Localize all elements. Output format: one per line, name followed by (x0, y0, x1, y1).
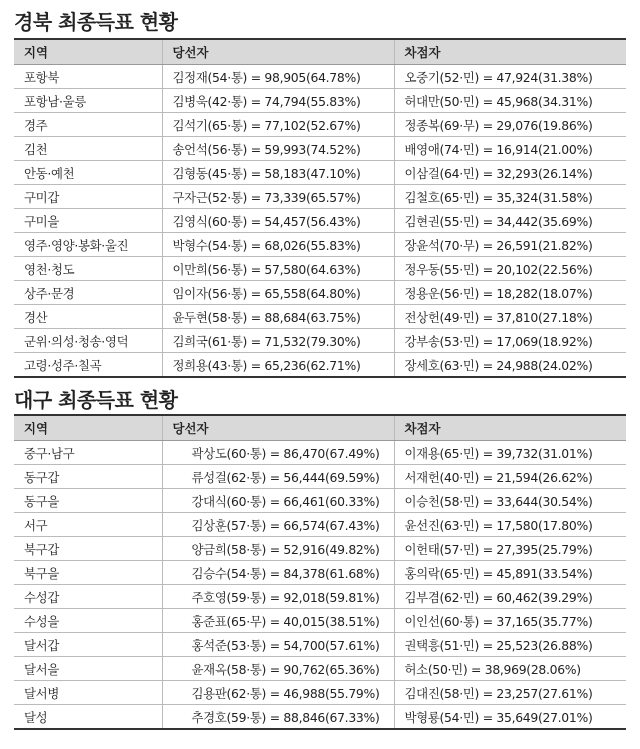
winner-cell: 김희국(61·통) = 71,532(79.30%) (162, 329, 394, 353)
table-header-row (14, 415, 626, 441)
header-runner: 차점자 (394, 39, 626, 65)
winner-cell: 김승수(54·통) = 84,378(61.68%) (162, 561, 394, 585)
winner-cell: 홍준표(65·무) = 40,015(38.51%) (162, 609, 394, 633)
table-row (14, 89, 626, 113)
runner-cell: 정용운(56·민) = 18,282(18.07%) (394, 281, 626, 305)
region-cell: 경산 (14, 305, 162, 329)
winner-cell: 양금희(58·통) = 52,916(49.82%) (162, 537, 394, 561)
winner-cell: 정희용(43·통) = 65,236(62.71%) (162, 353, 394, 378)
winner-cell: 구자근(52·통) = 73,339(65.57%) (162, 185, 394, 209)
table-header-row (14, 39, 626, 65)
winner-cell: 윤두현(58·통) = 88,684(63.75%) (162, 305, 394, 329)
gyeongbuk-results-table (14, 38, 626, 378)
region-cell: 달서병 (14, 681, 162, 705)
runner-cell: 강부송(53·민) = 17,069(18.92%) (394, 329, 626, 353)
winner-cell: 임이자(56·통) = 65,558(64.80%) (162, 281, 394, 305)
runner-cell: 이삼걸(64·민) = 32,293(26.14%) (394, 161, 626, 185)
region-cell: 상주·문경 (14, 281, 162, 305)
table-row (14, 561, 626, 585)
runner-cell: 이인선(60·통) = 37,165(35.77%) (394, 609, 626, 633)
table-row (14, 441, 626, 465)
runner-cell: 장세호(63·민) = 24,988(24.02%) (394, 353, 626, 378)
winner-cell: 김영식(60·통) = 54,457(56.43%) (162, 209, 394, 233)
table-row (14, 609, 626, 633)
runner-cell: 서재헌(40·민) = 21,594(26.62%) (394, 465, 626, 489)
runner-cell: 장윤석(70·무) = 26,591(21.82%) (394, 233, 626, 257)
table-row (14, 233, 626, 257)
runner-cell: 김철호(65·민) = 35,324(31.58%) (394, 185, 626, 209)
region-cell: 북구갑 (14, 537, 162, 561)
region-cell: 동구갑 (14, 465, 162, 489)
region-cell: 김천 (14, 137, 162, 161)
runner-cell: 권택흥(51·민) = 25,523(26.88%) (394, 633, 626, 657)
region-cell: 수성갑 (14, 585, 162, 609)
gyeongbuk-title: 경북 최종득표 현황 (14, 10, 178, 34)
region-cell: 안동·예천 (14, 161, 162, 185)
runner-cell: 이승천(58·민) = 33,644(30.54%) (394, 489, 626, 513)
header-runner: 차점자 (394, 415, 626, 441)
winner-cell: 강대식(60·통) = 66,461(60.33%) (162, 489, 394, 513)
region-cell: 중구·남구 (14, 441, 162, 465)
table-row (14, 465, 626, 489)
table-row (14, 185, 626, 209)
region-cell: 동구을 (14, 489, 162, 513)
table-row (14, 537, 626, 561)
runner-cell: 김대진(58·민) = 23,257(27.61%) (394, 681, 626, 705)
winner-cell: 이만희(56·통) = 57,580(64.63%) (162, 257, 394, 281)
runner-cell: 윤선진(63·민) = 17,580(17.80%) (394, 513, 626, 537)
gyeongbuk-table-body (14, 65, 626, 378)
table-row (14, 353, 626, 378)
winner-cell: 윤재옥(58·통) = 90,762(65.36%) (162, 657, 394, 681)
runner-cell: 정종복(69·무) = 29,076(19.86%) (394, 113, 626, 137)
runner-cell: 정우동(55·민) = 20,102(22.56%) (394, 257, 626, 281)
table-row (14, 257, 626, 281)
winner-cell: 김용판(62·통) = 46,988(55.79%) (162, 681, 394, 705)
winner-cell: 김병욱(42·통) = 74,794(55.83%) (162, 89, 394, 113)
daegu-results-table (14, 414, 626, 730)
region-cell: 구미갑 (14, 185, 162, 209)
region-cell: 포항북 (14, 65, 162, 89)
table-row (14, 329, 626, 353)
region-cell: 고령·성주·칠곡 (24, 357, 102, 373)
table-row (14, 585, 626, 609)
table-row (14, 513, 626, 537)
table-row (14, 305, 626, 329)
runner-cell: 허대만(50·민) = 45,968(34.31%) (394, 89, 626, 113)
runner-cell: 홍의락(65·민) = 45,891(33.54%) (394, 561, 626, 585)
region-cell: 서구 (14, 513, 162, 537)
runner-cell: 배영애(74·민) = 16,914(21.00%) (394, 137, 626, 161)
runner-cell: 전상헌(49·민) = 37,810(27.18%) (394, 305, 626, 329)
runner-cell: 김부겸(62·민) = 60,462(39.29%) (394, 585, 626, 609)
winner-cell: 곽상도(60·통) = 86,470(67.49%) (162, 441, 394, 465)
runner-cell: 이재용(65·민) = 39,732(31.01%) (394, 441, 626, 465)
winner-cell: 송언석(56·통) = 59,993(74.52%) (162, 137, 394, 161)
table-row (14, 489, 626, 513)
region-cell: 영주·영양·봉화·울진 (14, 233, 162, 257)
header-region: 지역 (14, 415, 162, 441)
table-row (14, 657, 626, 681)
daegu-title: 대구 최종득표 현황 (14, 388, 178, 412)
runner-cell: 김현권(55·민) = 34,442(35.69%) (394, 209, 626, 233)
region-cell: 구미을 (14, 209, 162, 233)
runner-cell: 이헌태(57·민) = 27,395(25.79%) (394, 537, 626, 561)
winner-cell: 김상훈(57·통) = 66,574(67.43%) (162, 513, 394, 537)
region-cell: 경주 (14, 113, 162, 137)
region-cell: 달서을 (14, 657, 162, 681)
winner-cell: 김정재(54·통) = 98,905(64.78%) (162, 65, 394, 89)
winner-cell: 김형동(45·통) = 58,183(47.10%) (162, 161, 394, 185)
table-row (14, 681, 626, 705)
region-cell: 달성 (24, 709, 48, 725)
header-winner: 당선자 (162, 415, 394, 441)
region-cell: 영천·청도 (14, 257, 162, 281)
winner-cell: 김석기(65·통) = 77,102(52.67%) (162, 113, 394, 137)
winner-cell: 박형수(54·통) = 68,026(55.83%) (162, 233, 394, 257)
header-winner: 당선자 (162, 39, 394, 65)
runner-cell: 박형룡(54·민) = 35,649(27.01%) (394, 705, 626, 730)
table-row (14, 209, 626, 233)
winner-cell: 홍석준(53·통) = 54,700(57.61%) (162, 633, 394, 657)
region-cell: 포항남·울릉 (14, 89, 162, 113)
runner-cell: 허소(50·민) = 38,969(28.06%) (394, 657, 626, 681)
table-row (14, 705, 626, 730)
winner-cell: 류성걸(62·통) = 56,444(69.59%) (162, 465, 394, 489)
table-row (14, 65, 626, 89)
table-row (14, 633, 626, 657)
winner-cell: 주호영(59·통) = 92,018(59.81%) (162, 585, 394, 609)
daegu-table-body (14, 441, 626, 730)
runner-cell: 오중기(52·민) = 47,924(31.38%) (394, 65, 626, 89)
region-cell: 군위·의성·청송·영덕 (14, 329, 162, 353)
region-cell: 북구을 (14, 561, 162, 585)
header-region: 지역 (14, 39, 162, 65)
table-row (14, 113, 626, 137)
table-row (14, 137, 626, 161)
winner-cell: 추경호(59·통) = 88,846(67.33%) (162, 705, 394, 730)
region-cell: 수성을 (14, 609, 162, 633)
table-row (14, 281, 626, 305)
region-cell: 달서갑 (14, 633, 162, 657)
table-row (14, 161, 626, 185)
